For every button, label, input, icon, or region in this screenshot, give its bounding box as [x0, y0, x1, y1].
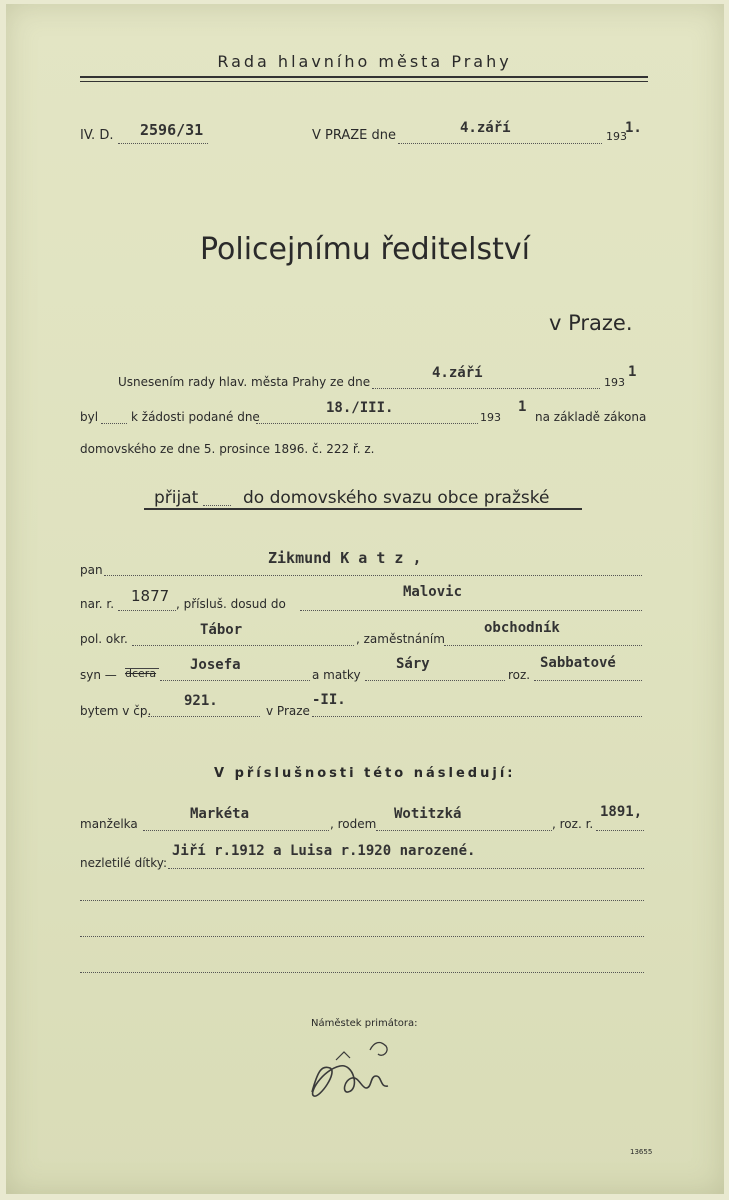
- resolution-year-suffix: 1: [628, 364, 637, 380]
- reference-date: 4.září: [460, 120, 511, 136]
- blank-line-1: [80, 900, 644, 901]
- blank-line-2: [80, 936, 644, 937]
- wife-dots: [143, 830, 329, 831]
- resolution-date: 4.září: [432, 365, 483, 381]
- wife-name: Markéta: [190, 806, 250, 822]
- application-dots: [256, 423, 478, 424]
- wife-maiden-dots: [376, 830, 552, 831]
- resolution-year-prefix: 193: [604, 376, 625, 389]
- place-date-label: V PRAZE dne: [312, 128, 397, 143]
- born-year: 1877: [131, 587, 170, 605]
- born-dots: [118, 610, 176, 611]
- council-header: Rada hlavního města Prahy: [217, 52, 512, 71]
- wife-maiden: Wotitzká: [394, 806, 462, 822]
- mother-label: a matky: [312, 668, 361, 682]
- decision-accepted: přijat: [154, 488, 199, 508]
- application-year-prefix: 193: [480, 411, 501, 424]
- law-reference: domovského ze dne 5. prosince 1896. č. 222 ř. z.: [80, 442, 375, 456]
- daughter-overstrike: [125, 668, 159, 669]
- residence-city-label: v Praze: [266, 704, 310, 718]
- wife-year: 1891,: [600, 804, 643, 820]
- origin-dots: [300, 610, 642, 611]
- mother-maiden-label: roz.: [508, 668, 531, 682]
- dependents-heading: V příslušnosti této následují:: [214, 766, 516, 781]
- addressee-title: Policejnímu ředitelství: [200, 232, 530, 267]
- mother-dots: [365, 680, 505, 681]
- wife-year-dots: [596, 830, 644, 831]
- children-dots: [168, 868, 644, 869]
- decision-text: do domovského svazu obce pražské: [243, 488, 550, 508]
- blank-line-3: [80, 972, 644, 973]
- reference-label: IV. D.: [80, 128, 114, 143]
- residence-district-dots: [312, 716, 642, 717]
- pan-label: pan: [80, 563, 103, 577]
- form-number: 13655: [630, 1148, 653, 1156]
- mother-maiden: Sabbatové: [540, 655, 616, 671]
- addressee-city: v Praze.: [549, 311, 633, 335]
- mother: Sáry: [396, 656, 430, 672]
- reference-date-dots: [398, 143, 602, 144]
- origin: Malovic: [403, 584, 463, 600]
- occupation-dots: [444, 645, 642, 646]
- residence-number: 921.: [184, 693, 218, 709]
- application-date: 18./III.: [326, 400, 394, 416]
- daughter-label-struck: dcera: [125, 667, 157, 680]
- decision-dots: [203, 505, 231, 506]
- children: Jiří r.1912 a Luisa r.1920 narozené.: [172, 843, 476, 859]
- law-label: na základě zákona: [535, 410, 647, 424]
- resolution-byl-label: byl: [80, 410, 99, 424]
- born-label: nar. r.: [80, 597, 115, 611]
- byl-dots: [101, 423, 127, 424]
- resolution-line1-dots: [372, 388, 600, 389]
- mother-maiden-dots: [534, 680, 642, 681]
- wife-born-label: , rodem: [330, 817, 377, 831]
- reference-year-suffix: 1.: [625, 120, 642, 136]
- pan-dots: [104, 575, 642, 576]
- occupation: obchodník: [484, 620, 560, 636]
- district-label: pol. okr.: [80, 632, 128, 646]
- son-label: syn —: [80, 668, 117, 682]
- residence-label: bytem v čp.: [80, 704, 152, 718]
- signature-label: Náměstek primátora:: [311, 1018, 418, 1029]
- children-label: nezletilé dítky:: [80, 856, 168, 870]
- person-name: Zikmund K a t z ,: [268, 549, 422, 567]
- district-dots: [132, 645, 354, 646]
- father-dots: [160, 680, 310, 681]
- district: Tábor: [200, 622, 243, 638]
- application-year-suffix: 1: [518, 399, 527, 415]
- residence-dots: [148, 716, 260, 717]
- wife-year-label: , roz. r.: [552, 817, 594, 831]
- occupation-label: , zaměstnáním: [356, 632, 445, 646]
- reference-number: 2596/31: [140, 121, 204, 139]
- resolution-line1-label: Usnesením rady hlav. města Prahy ze dne: [118, 375, 371, 389]
- header-rule-bottom: [80, 81, 648, 82]
- reference-dots: [118, 143, 208, 144]
- residence-district: -II.: [312, 692, 346, 708]
- header-rule-top: [80, 76, 648, 78]
- father: Josefa: [190, 657, 241, 673]
- application-label: k žádosti podané dne: [131, 410, 260, 424]
- wife-label: manželka: [80, 817, 138, 831]
- decision-underline: [144, 508, 582, 510]
- reference-year-prefix: 193: [606, 130, 627, 143]
- signature-scribble: [300, 1030, 410, 1105]
- origin-label: , přísluš. dosud do: [176, 597, 286, 611]
